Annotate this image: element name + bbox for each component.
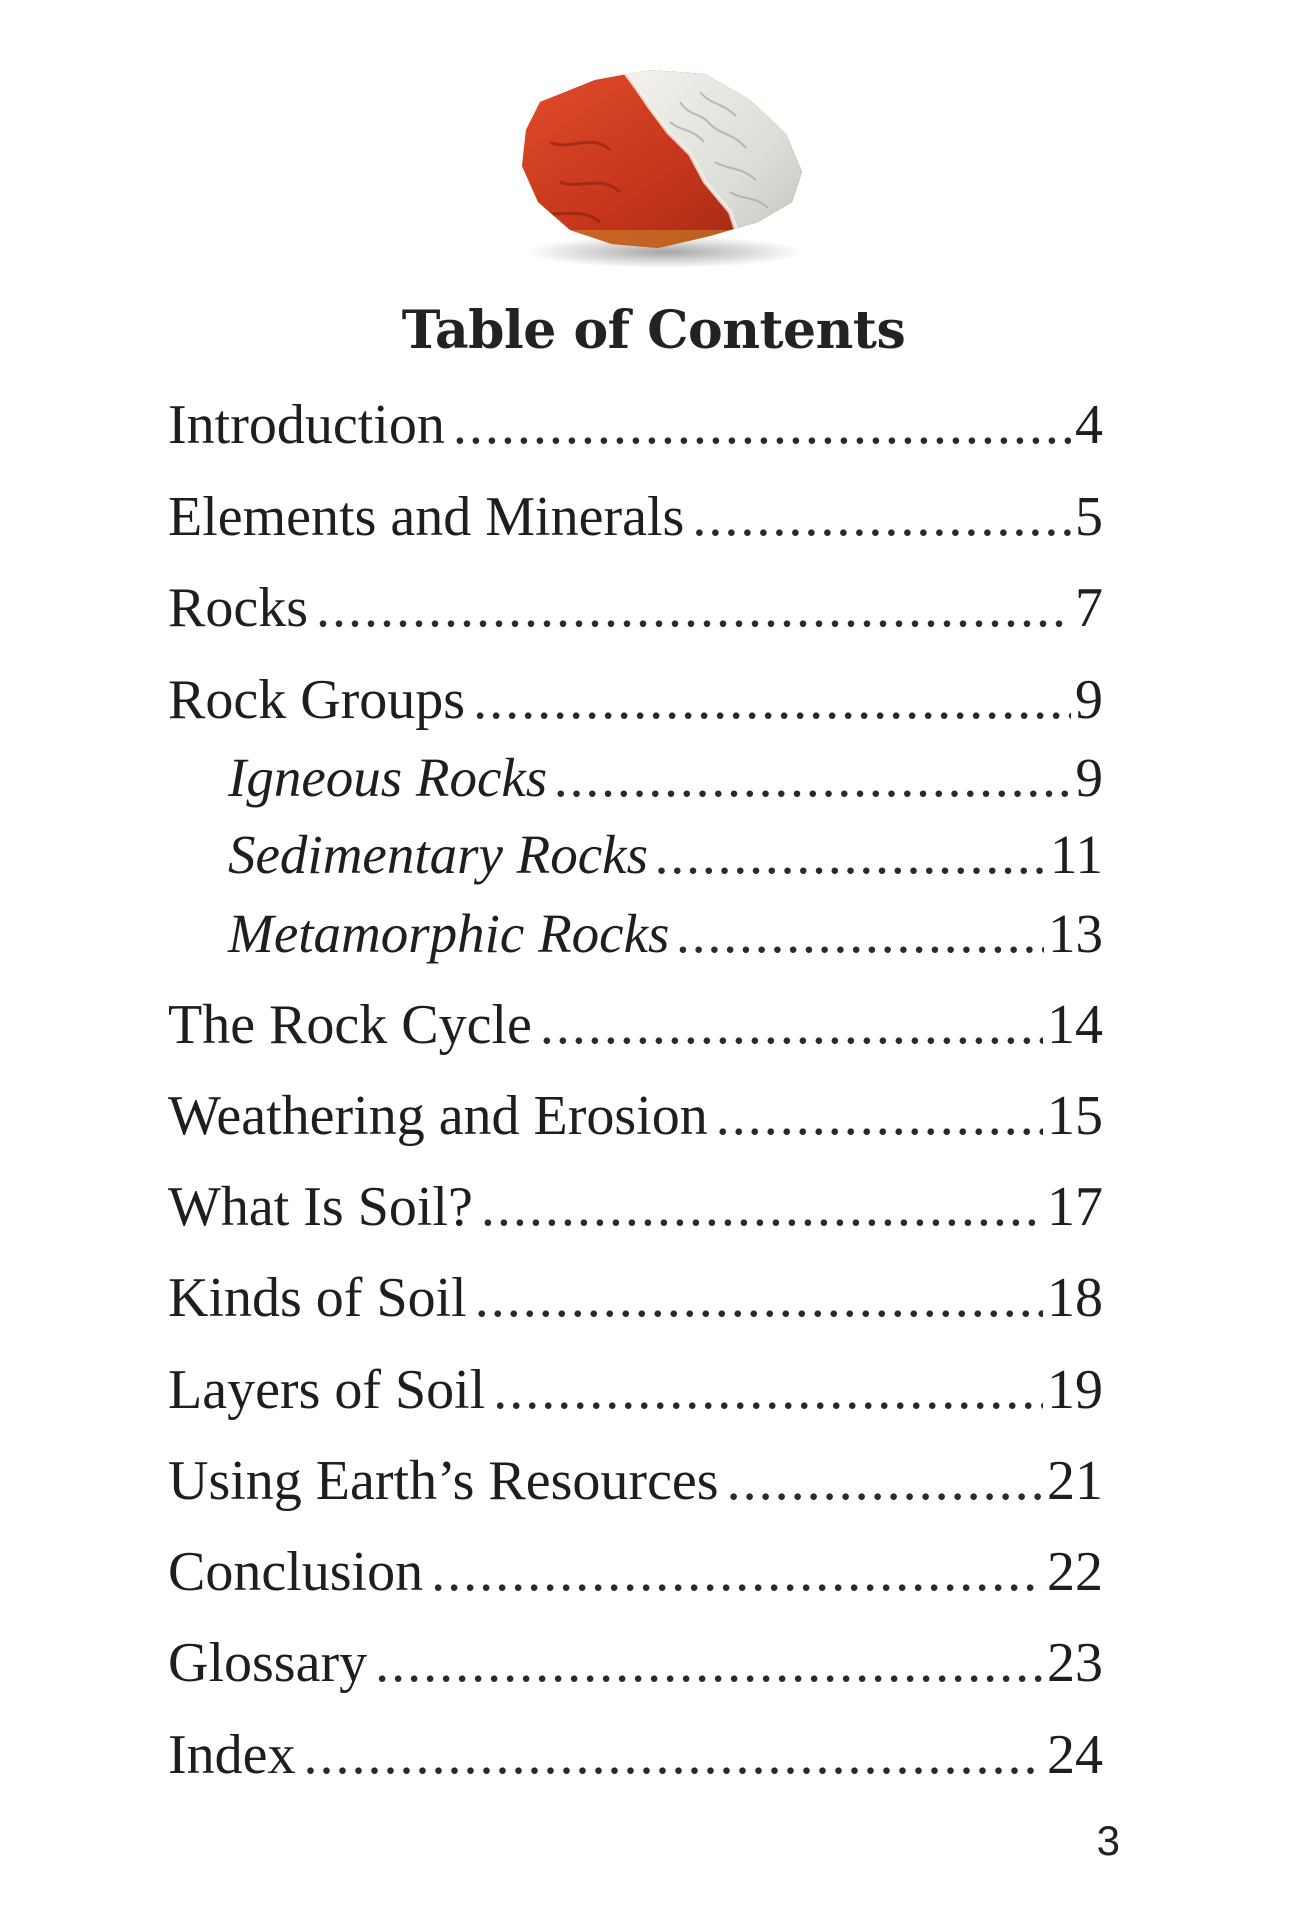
toc-entry-rock-groups[interactable] [168,665,1103,735]
toc-subentry-metamorphic-rocks[interactable] [228,899,1103,969]
dot-leader [453,390,1071,460]
toc-entry-page: 17 [1047,1176,1103,1238]
toc-entry-label: Conclusion [168,1541,424,1603]
toc-entry-what-is-soil[interactable] [168,1172,1103,1242]
toc-entry-kinds-of-soil[interactable] [168,1263,1103,1333]
page-title: Table of Contents [401,299,906,361]
toc-entry-label: Introduction [168,394,445,456]
dot-leader [540,990,1043,1060]
dot-leader [375,1628,1043,1698]
toc-entry-index[interactable] [168,1720,1103,1790]
toc-entry-label: Sedimentary Rocks [228,824,648,885]
toc-entry-label: Using Earth’s Resources [168,1450,719,1512]
dot-leader [727,1446,1043,1516]
dot-leader [473,665,1071,735]
toc-entry-label: Weathering and Erosion [168,1085,708,1147]
toc-entry-label: Glossary [168,1632,368,1694]
toc-entry-page: 19 [1047,1359,1103,1421]
toc-entry-weathering-and-erosion[interactable] [168,1081,1103,1151]
toc-entry-page: 21 [1047,1450,1103,1512]
toc-entry-page: 7 [1075,577,1103,639]
toc-entry-introduction[interactable] [168,390,1103,460]
toc-entry-layers-of-soil[interactable] [168,1355,1103,1425]
toc-entry-glossary[interactable] [168,1628,1103,1698]
toc-entry-label: The Rock Cycle [168,994,532,1056]
toc-entry-page: 13 [1048,903,1103,964]
toc-entry-page: 18 [1047,1267,1103,1329]
toc-entry-page: 15 [1047,1085,1103,1147]
toc-entry-page: 4 [1075,394,1103,456]
toc-entry-label: Rocks [168,577,308,639]
dot-leader [475,1263,1043,1333]
toc-entry-rocks[interactable] [168,573,1103,643]
toc-entry-using-earths-resources[interactable] [168,1446,1103,1516]
toc-subentry-igneous-rocks[interactable] [228,743,1103,813]
toc-entry-label: Elements and Minerals [168,486,685,548]
dot-leader [692,482,1071,552]
dot-leader [481,1172,1043,1242]
toc-entry-page: 23 [1047,1632,1103,1694]
dot-leader [555,743,1071,813]
toc-entry-label: Igneous Rocks [228,747,548,808]
toc-entry-page: 24 [1047,1724,1103,1786]
toc-entry-page: 22 [1047,1541,1103,1603]
dot-leader [304,1720,1043,1790]
toc-entry-label: Index [168,1724,296,1786]
toc-entry-label: Layers of Soil [168,1359,486,1421]
toc-entry-page: 9 [1075,747,1103,808]
dot-leader [431,1537,1043,1607]
page-number: 3 [1096,1817,1120,1864]
toc-entry-page: 9 [1075,669,1103,731]
dot-leader [493,1355,1043,1425]
toc-entry-label: What Is Soil? [168,1176,473,1238]
toc-entry-label: Rock Groups [168,669,466,731]
dot-leader [716,1081,1043,1151]
toc-entry-page: 14 [1047,994,1103,1056]
dot-leader [316,573,1071,643]
toc-entry-the-rock-cycle[interactable] [168,990,1103,1060]
toc-entry-page: 5 [1075,486,1103,548]
toc-subentry-sedimentary-rocks[interactable] [228,820,1103,890]
dot-leader [677,899,1044,969]
toc-entry-conclusion[interactable] [168,1537,1103,1607]
toc-entry-page: 11 [1050,824,1103,885]
dot-leader [656,820,1046,890]
toc-entry-label: Metamorphic Rocks [228,903,670,964]
toc-entry-elements-and-minerals[interactable] [168,482,1103,552]
toc-entry-label: Kinds of Soil [168,1267,467,1329]
